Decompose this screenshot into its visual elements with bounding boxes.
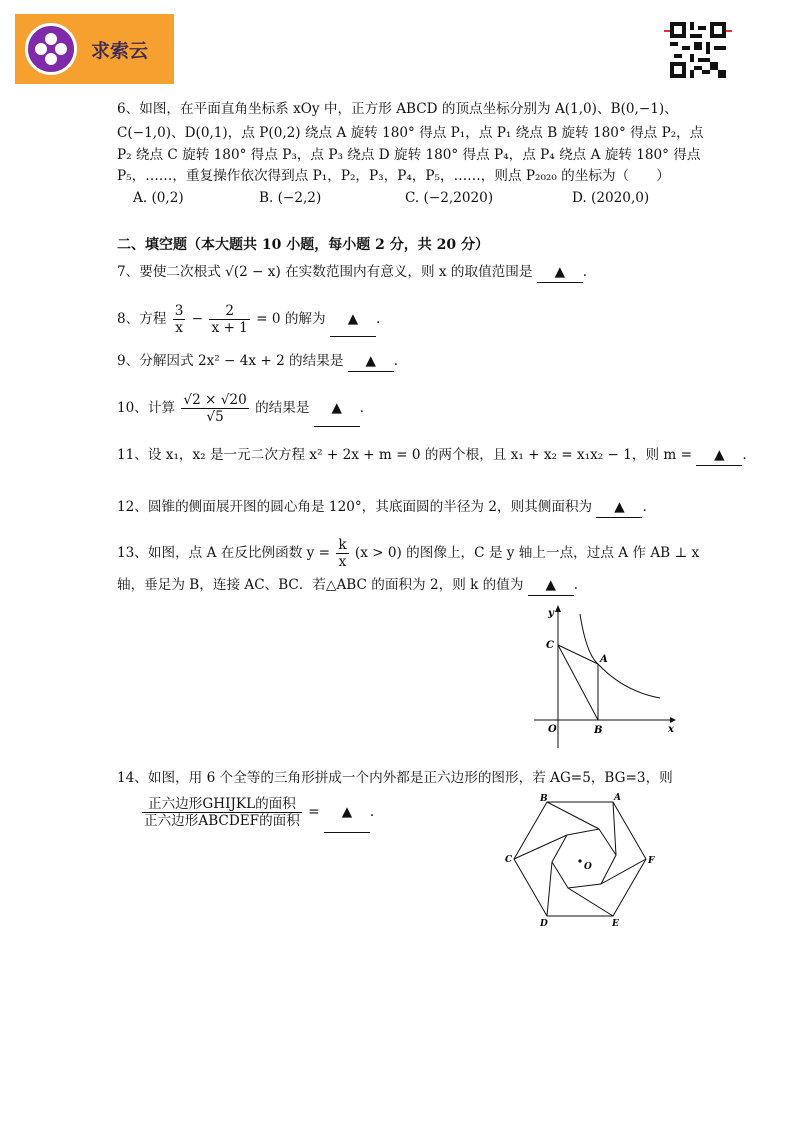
q12-answer-blank[interactable]: ▲ [596, 497, 642, 518]
q14-period: . [369, 804, 375, 820]
label-y: y [548, 608, 554, 619]
label-a: A [614, 793, 621, 803]
q8-text: 8、方程 [117, 311, 167, 327]
q8-answer-blank[interactable]: ▲ [330, 302, 376, 337]
q13-den: x [338, 554, 347, 570]
q9-period: . [393, 353, 399, 369]
question-9 [117, 351, 398, 372]
q14-figure [500, 790, 670, 930]
q10-period: . [359, 400, 365, 416]
q12-text: 12、圆锥的侧面展开图的圆心角是 120°，其底面圆的半径为 2，则其侧面积为 [117, 499, 593, 515]
question-10 [117, 390, 364, 427]
q8-f1-den: x [175, 320, 183, 336]
q14-den: 正六边形ABCDEF的面积 [144, 813, 300, 829]
q13-period: . [573, 577, 579, 593]
y-axis-arrow [555, 605, 561, 612]
q11-period: . [742, 447, 747, 463]
q8-fraction-2 [209, 303, 249, 336]
q7-period: . [582, 264, 588, 280]
q6-option-d: D. (2020,0) [572, 190, 650, 206]
q6-option-c: C. (−2,2020) [405, 190, 494, 206]
section-2-title: 二、填空题（本大题共 10 小题，每小题 2 分，共 20 分） [117, 237, 489, 253]
center-point [578, 859, 581, 862]
label-x: x [668, 724, 674, 735]
q14-num: 正六边形GHIJKL的面积 [142, 796, 302, 813]
q13-figure [528, 600, 678, 750]
label-a: A [600, 654, 608, 665]
segment-ca [558, 645, 598, 664]
q8-period: . [375, 311, 381, 327]
label-e: E [612, 919, 619, 929]
q13-answer-blank[interactable]: ▲ [528, 575, 574, 596]
q7-text: 7、要使二次根式 √(2 − x) 在实数范围内有意义，则 x 的取值范围是 [117, 264, 533, 280]
q13-condition-text: (x > 0) 的图像上，C 是 y 轴上一点，过点 A 作 AB ⊥ x [354, 545, 700, 561]
question-14-line-1: 14、如图，用 6 个全等的三角形拼成一个内外都是正六边形的图形，若 AG=5，BG=3，则 [117, 770, 673, 786]
brand-logo-icon [25, 23, 77, 75]
question-7 [117, 262, 587, 283]
q13-num: k [338, 537, 347, 553]
label-c: C [546, 640, 554, 651]
q11-answer-blank[interactable]: ▲ [696, 445, 742, 466]
q10-text: 10、计算 [117, 400, 176, 416]
question-12 [117, 497, 647, 518]
q14-equals: = [308, 804, 320, 820]
q8-f1-num: 3 [174, 303, 184, 319]
question-11 [117, 445, 747, 466]
q10-mid-text: 的结果是 [255, 400, 310, 416]
q6-option-a: A. (0,2) [133, 190, 184, 206]
q8-fraction-1 [173, 303, 186, 336]
q6-line-1: 6、如图，在平面直角坐标系 xOy 中，正方形 ABCD 的顶点坐标分别为 A(1,0)、B(0,−1)、 [117, 101, 678, 117]
label-f: F [648, 856, 655, 866]
q6-line-3: P₂ 绕点 C 旋转 180° 得点 P₃，点 P₃ 绕点 D 旋转 180° 得点 P₄，点 P₄ 绕点 A 旋转 180° 得点 [117, 147, 701, 163]
brand-name: 求索云 [91, 40, 149, 62]
q13-fraction [336, 537, 348, 570]
label-c: C [505, 855, 513, 865]
q7-answer-blank[interactable]: ▲ [537, 262, 583, 283]
q14-fraction [142, 796, 302, 829]
label-o: O [548, 724, 557, 735]
label-o: O [584, 862, 592, 872]
q13-text-2: 轴，垂足为 B，连接 AC、BC．若△ABC 的面积为 2，则 k 的值为 [117, 577, 524, 593]
triangle-segments [514, 802, 646, 916]
hyperbola-curve [580, 614, 660, 698]
question-8 [117, 302, 380, 337]
q9-text: 9、分解因式 2x² − 4x + 2 的结果是 [117, 353, 344, 369]
q14-answer-blank[interactable]: ▲ [324, 792, 370, 833]
label-b: B [540, 794, 548, 804]
q8-eq-text: = 0 的解为 [256, 311, 326, 327]
q8-f2-den: x + 1 [211, 320, 248, 336]
qr-code-icon [670, 22, 726, 78]
q12-period: . [642, 499, 647, 515]
label-b: B [594, 725, 603, 736]
question-14-line-2 [140, 792, 374, 833]
question-13-line-1 [117, 536, 699, 570]
q6-line-2: C(−1,0)、D(0,1)，点 P(0,2) 绕点 A 旋转 180° 得点 P₁，点 P₁ 绕点 B 旋转 180° 得点 P₂，点 [117, 125, 704, 141]
q10-answer-blank[interactable]: ▲ [314, 390, 360, 427]
q13-text: 13、如图，点 A 在反比例函数 y = [117, 545, 330, 561]
q9-answer-blank[interactable]: ▲ [348, 351, 394, 372]
q10-fraction [181, 392, 248, 425]
q10-den: √5 [206, 409, 224, 425]
x-axis-arrow [670, 717, 676, 723]
q8-f2-num: 2 [209, 303, 249, 320]
brand-logo [15, 14, 174, 84]
question-13-line-2 [117, 575, 578, 596]
q6-line-4: P₅，……，重复操作依次得到点 P₁，P₂，P₃，P₄，P₅，……，则点 P₂₀₂₀ 的坐标为（ ） [117, 168, 670, 184]
q10-num: √2 × √20 [183, 392, 247, 408]
q6-option-b: B. (−2,2) [259, 190, 322, 206]
q11-text: 11、设 x₁，x₂ 是一元二次方程 x² + 2x + m = 0 的两个根，且 x₁ + x₂ = x₁x₂ − 1，则 m = [117, 447, 693, 463]
label-d: D [540, 919, 548, 929]
q8-minus: − [191, 311, 204, 327]
